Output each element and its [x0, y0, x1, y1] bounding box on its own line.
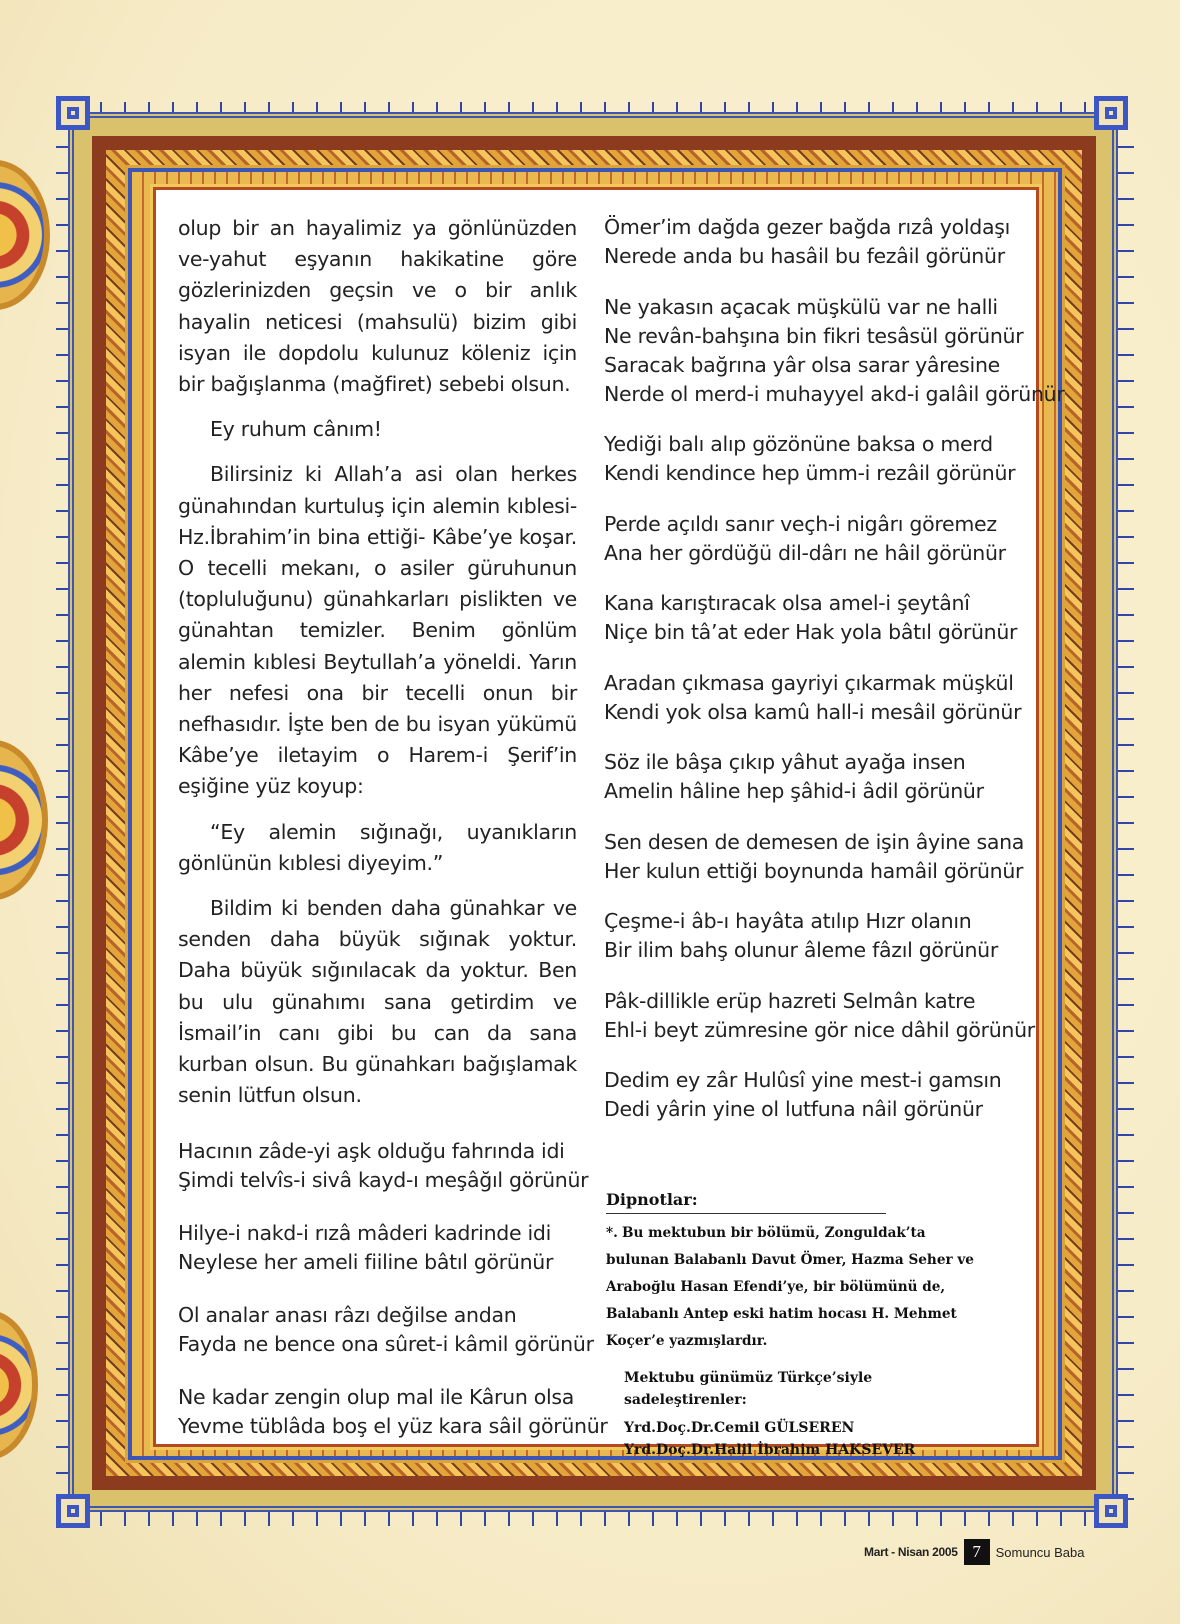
verse-line: Her kulun ettiği boynunda hamâil görünür	[604, 858, 1024, 883]
verse-line: Ehl-i beyt zümresine gör nice dâhil görünür	[604, 1017, 1035, 1042]
stanza	[604, 293, 1065, 409]
verse-line: Hilye-i nakd-i rızâ mâderi kadrinde idi	[178, 1221, 552, 1246]
verse-line: Nerde ol merd-i muhayyel akd-i galâil görünür	[604, 381, 1065, 406]
stanza	[604, 987, 1034, 1045]
poem-verses	[178, 1137, 608, 1441]
stanza	[178, 1219, 577, 1277]
corner-knot-ornament	[1094, 1494, 1128, 1528]
verse-line: Ana her gördüğü dil-dârı ne hâil görünür	[604, 540, 1006, 565]
page-edge	[1180, 0, 1200, 1624]
issue-date: Mart - Nisan 2005	[864, 1545, 958, 1559]
verse-line: Perde açıldı sanır veçh-i nigârı göremez	[604, 511, 997, 536]
paragraph: Bildim ki benden daha günahkar ve senden daha büyük sığınak yoktur. Daha büyük sığınılacak da yoktur. Ben bu ulu günahımı sana getirdim ve İsmail’in canı gibi bu can da sana kurban olsun. Bu günahkarı bağışlamak senin lütfun olsun.	[178, 896, 577, 1108]
stanza	[178, 1137, 589, 1195]
verse-line: Fayda ne bence ona sûret-i kâmil görünür	[178, 1332, 594, 1357]
verse-line: Dedi yârin yine ol lutfuna nâil görünür	[604, 1097, 983, 1121]
stanza	[178, 1383, 608, 1441]
paragraph: Ey ruhum cânım!	[210, 417, 382, 442]
paragraph: olup bir an hayalimiz ya gönlünüzden ve-yahut eşyanın hakikatine göre gözlerinizden geçsin ve o bir anlık hayalin neticesi (mahsulü) bizim gibi isyan ile dopdolu kulunuz köleniz için bir bağışlanma (mağfiret) sebebi olsun.	[178, 216, 577, 397]
stanza	[604, 430, 1034, 488]
paragraph: “Ey alemin sığınağı, uyanıkların gönlünün kıblesi diyeyim.”	[178, 819, 577, 875]
verse-line: Şimdi telvîs-i sivâ kayd-ı meşâğıl görünür	[178, 1168, 589, 1193]
footnote-item	[606, 1220, 988, 1355]
credits	[606, 1367, 988, 1461]
stanza	[604, 669, 1034, 727]
verse-line: Amelin hâline hep şâhid-i âdil görünür	[604, 779, 984, 803]
stanza	[604, 589, 1034, 647]
footnotes-title: Dipnotlar:	[606, 1190, 886, 1214]
verse-line: Ol analar anası râzı değilse andan	[178, 1303, 517, 1328]
corner-knot-ornament	[56, 96, 90, 130]
page-footer	[864, 1538, 1085, 1566]
stanza	[178, 1301, 594, 1359]
verse-line: Saracak bağrına yâr olsa sarar yâresine	[604, 352, 1000, 377]
verse-line: Pâk-dillikle erüp hazreti Selmân katre	[604, 988, 976, 1013]
magazine-name: Somuncu Baba	[995, 1544, 1085, 1560]
footnote-marker: *.	[606, 1225, 618, 1241]
stanza	[604, 907, 1034, 965]
verse-line: Sen desen de demesen de işin âyine sana	[604, 829, 1025, 854]
verse-line: Aradan çıkmasa gayriyi çıkarmak müşkül	[604, 670, 1014, 695]
credit-name: Yrd.Doç.Dr.Halil İbrahim HAKSEVER	[624, 1442, 916, 1458]
page-number: 7	[964, 1539, 990, 1565]
credit-name: Yrd.Doç.Dr.Cemil GÜLSEREN	[624, 1420, 855, 1436]
verse-line: Yediği balı alıp gözönüne baksa o merd	[604, 432, 993, 456]
letter-prose	[178, 213, 577, 1111]
verse-line: Neylese her ameli fiiline bâtıl görünür	[178, 1250, 554, 1275]
left-column	[178, 213, 608, 1465]
verse-line: Çeşme-i âb-ı hayâta atılıp Hızr olanın	[604, 909, 972, 933]
verse-line: Kendi yok olsa kamû hall-i mesâil görünür	[604, 699, 1022, 724]
paragraph: Bilirsiniz ki Allah’a asi olan herkes günahından kurtuluş için alemin kıblesi-Hz.İbrahim’in bina ettiği- Kâbe’ye koşar. O tecelli mekanı, o asiler güruhunun (topluluğunu) günahkarları pislikten ve günahtan temizler. Benim gönlüm alemin kıblesi Beytullah’a yöneldi. Yarın her nefesi ona bir tecelli onun bir nefhasıdır. İşte ben de bu isyan yükümü Kâbe’ye iletayim o Harem-i Şerif’in eşiğine yüz koyup:	[178, 462, 577, 799]
credits-title: Mektubu günümüz Türkçe’siyle sadeleştirenler:	[624, 1370, 873, 1408]
right-column	[604, 213, 1065, 1146]
verse-line: Nerede anda bu hasâil bu fezâil görünür	[604, 244, 1005, 268]
verse-line: Ne revân-bahşına bin fikri tesâsül görünür	[604, 323, 1024, 348]
verse-line: Dedim ey zâr Hulûsî yine mest-i gamsın	[604, 1068, 1002, 1092]
verse-line: Ömer’im dağda gezer bağda rızâ yoldaşı	[604, 215, 1011, 239]
stanza	[604, 510, 1034, 568]
corner-knot-ornament	[56, 1494, 90, 1528]
stanza	[604, 828, 1034, 886]
verse-line: Bir ilim bahş olunur âleme fâzıl görünür	[604, 938, 999, 962]
verse-line: Kana karıştıracak olsa amel-i şeytânî	[604, 591, 970, 615]
corner-knot-ornament	[1094, 96, 1128, 130]
footnote-text: Bu mektubun bir bölümü, Zonguldak’ta bulunan Balabanlı Davut Ömer, Hazma Seher ve Araboğlu Hasan Efendi’ye, bir bölümünü de, Balabanlı Antep eski hatim hocası H. Mehmet Koçer’e yazmışlardır.	[606, 1225, 974, 1349]
verse-line: Hacının zâde-yi aşk olduğu fahrında idi	[178, 1139, 565, 1164]
verse-line: Kendi kendince hep ümm-i rezâil görünür	[604, 461, 1016, 485]
verse-line: Ne kadar zengin olup mal ile Kârun olsa	[178, 1385, 575, 1410]
stanza	[604, 748, 1034, 806]
verse-line: Ne yakasın açacak müşkülü var ne halli	[604, 294, 998, 319]
verse-line: Niçe bin tâ’at eder Hak yola bâtıl görünür	[604, 620, 1018, 644]
verse-line: Yevme tüblâda boş el yüz kara sâil görünür	[178, 1414, 608, 1439]
stanza	[604, 213, 1034, 271]
verse-line: Söz ile bâşa çıkıp yâhut ayağa insen	[604, 750, 966, 774]
stanza	[604, 1066, 1034, 1124]
footnotes	[606, 1190, 988, 1461]
